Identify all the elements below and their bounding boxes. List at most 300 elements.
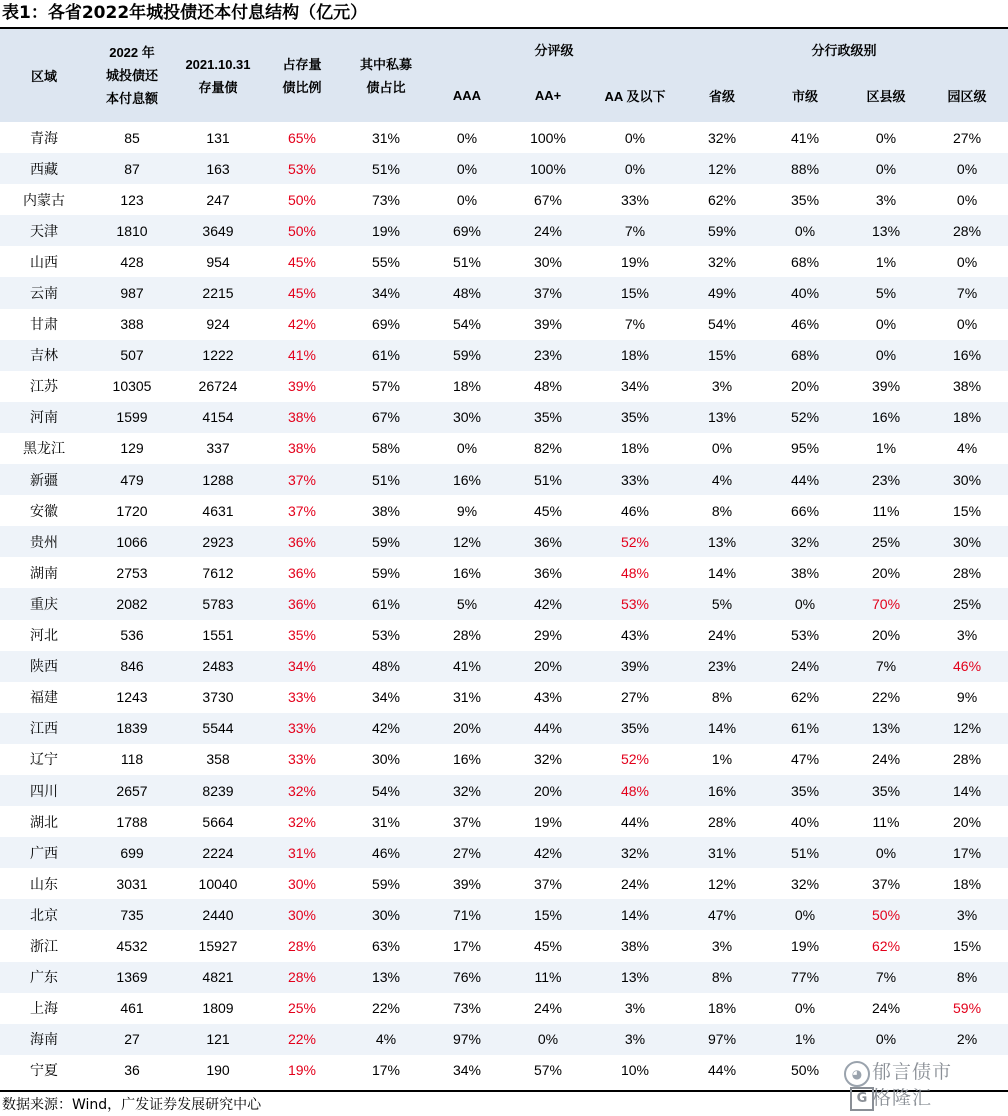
value-cell: 15% [680,340,764,371]
value-cell: 49% [680,277,764,308]
value-cell: 0% [680,433,764,464]
value-cell: 62% [764,682,846,713]
value-cell: 46% [764,309,846,340]
value-cell: 32% [680,122,764,153]
value-cell: 22% [344,993,428,1024]
value-cell: 1810 [88,215,176,246]
region-cell: 浙江 [0,930,88,961]
region-cell: 湖北 [0,806,88,837]
value-cell: 2% [926,1024,1008,1055]
value-cell: 24% [846,744,926,775]
value-cell: 50% [846,899,926,930]
value-cell: 48% [506,371,590,402]
value-cell: 121 [176,1024,260,1055]
value-cell: 16% [846,402,926,433]
value-cell: 33% [260,744,344,775]
value-cell: 1% [764,1024,846,1055]
value-cell: 41% [764,122,846,153]
value-cell: 39% [506,309,590,340]
value-cell: 25% [926,588,1008,619]
value-cell: 61% [764,713,846,744]
region-cell: 广东 [0,962,88,993]
table-row [0,153,1008,184]
value-cell: 55% [344,246,428,277]
region-cell: 辽宁 [0,744,88,775]
value-cell: 28% [428,620,506,651]
value-cell: 18% [590,433,680,464]
value-cell: 44% [590,806,680,837]
value-cell: 5783 [176,588,260,619]
value-cell: 50% [260,184,344,215]
value-cell: 35% [764,184,846,215]
value-cell: 25% [846,526,926,557]
value-cell: 27% [926,122,1008,153]
table-row [0,309,1008,340]
value-cell: 0% [590,153,680,184]
value-cell: 73% [428,993,506,1024]
value-cell: 31% [428,682,506,713]
value-cell: 30% [506,246,590,277]
table-row [0,557,1008,588]
value-cell: 479 [88,464,176,495]
value-cell: 67% [344,402,428,433]
region-cell: 江西 [0,713,88,744]
value-cell: 28% [680,806,764,837]
value-cell: 62% [846,930,926,961]
value-cell: 14% [680,713,764,744]
value-cell: 32% [764,526,846,557]
value-cell: 39% [590,651,680,682]
region-cell: 北京 [0,899,88,930]
value-cell: 15% [506,899,590,930]
value-cell: 2440 [176,899,260,930]
value-cell: 4154 [176,402,260,433]
value-cell: 82% [506,433,590,464]
value-cell: 68% [764,340,846,371]
value-cell: 47% [680,899,764,930]
value-cell: 17% [344,1055,428,1086]
value-cell: 32% [680,246,764,277]
table-row [0,464,1008,495]
value-cell: 36 [88,1055,176,1086]
value-cell: 36% [260,557,344,588]
value-cell: 59% [926,993,1008,1024]
value-cell: 16% [428,744,506,775]
value-cell: 34% [590,371,680,402]
value-cell: 123 [88,184,176,215]
value-cell: 48% [590,557,680,588]
table-row [0,1024,1008,1055]
value-cell: 51% [344,153,428,184]
value-cell: 13% [846,713,926,744]
value-cell: 33% [260,713,344,744]
value-cell: 50% [764,1055,846,1086]
value-cell: 54% [428,309,506,340]
value-cell: 35% [764,775,846,806]
value-cell: 30% [344,899,428,930]
value-cell: 36% [506,526,590,557]
gelonghui-icon: G [850,1087,874,1111]
value-cell: 100% [506,153,590,184]
value-cell: 1599 [88,402,176,433]
header-region: 区域 [0,29,88,122]
value-cell: 20% [846,557,926,588]
value-cell: 15% [926,495,1008,526]
value-cell: 0% [926,309,1008,340]
value-cell: 32% [764,868,846,899]
value-cell: 34% [260,651,344,682]
value-cell: 73% [344,184,428,215]
region-cell: 山东 [0,868,88,899]
value-cell: 163 [176,153,260,184]
value-cell: 2224 [176,837,260,868]
value-cell: 1720 [88,495,176,526]
table-row [0,651,1008,682]
value-cell: 48% [344,651,428,682]
table-row [0,277,1008,308]
value-cell: 32% [506,744,590,775]
value-cell: 15% [926,930,1008,961]
value-cell: 4% [926,433,1008,464]
value-cell: 13% [590,962,680,993]
value-cell: 37% [260,495,344,526]
value-cell: 1222 [176,340,260,371]
value-cell: 1% [846,433,926,464]
value-cell: 88% [764,153,846,184]
value-cell: 45% [260,277,344,308]
value-cell: 2483 [176,651,260,682]
value-cell: 0% [764,899,846,930]
value-cell: 32% [260,775,344,806]
value-cell: 42% [344,713,428,744]
region-cell: 湖南 [0,557,88,588]
value-cell: 1839 [88,713,176,744]
value-cell: 23% [680,651,764,682]
value-cell: 18% [680,993,764,1024]
value-cell: 37% [428,806,506,837]
value-cell: 53% [764,620,846,651]
value-cell: 337 [176,433,260,464]
watermark-line2: 格隆汇 [872,1087,933,1109]
value-cell: 1809 [176,993,260,1024]
value-cell: 16% [926,340,1008,371]
value-cell: 27% [428,837,506,868]
table-row [0,246,1008,277]
table-row [0,868,1008,899]
value-cell: 0% [926,184,1008,215]
value-cell: 54% [344,775,428,806]
value-cell: 53% [344,620,428,651]
value-cell: 36% [260,526,344,557]
value-cell: 76% [428,962,506,993]
value-cell: 23% [506,340,590,371]
value-cell: 987 [88,277,176,308]
value-cell: 39% [428,868,506,899]
table-body [0,122,1008,1086]
table-row [0,713,1008,744]
value-cell: 2657 [88,775,176,806]
table-row [0,371,1008,402]
header-ratio: 占存量 债比例 [260,29,344,122]
value-cell: 65% [260,122,344,153]
value-cell: 59% [344,557,428,588]
value-cell: 2082 [88,588,176,619]
value-cell: 97% [680,1024,764,1055]
table-title: 表1：各省2022年城投债还本付息结构（亿元） [2,3,368,23]
value-cell: 1788 [88,806,176,837]
value-cell: 48% [428,277,506,308]
value-cell: 39% [260,371,344,402]
value-cell: 507 [88,340,176,371]
value-cell: 4532 [88,930,176,961]
value-cell: 11% [846,806,926,837]
value-cell: 34% [344,682,428,713]
value-cell: 28% [926,215,1008,246]
table-row [0,744,1008,775]
value-cell: 20% [846,620,926,651]
value-cell: 13% [846,215,926,246]
value-cell: 8% [680,495,764,526]
value-cell: 17% [926,837,1008,868]
value-cell: 37% [506,868,590,899]
value-cell: 69% [344,309,428,340]
value-cell: 53% [260,153,344,184]
value-cell: 32% [428,775,506,806]
value-cell: 118 [88,744,176,775]
value-cell: 29% [506,620,590,651]
value-cell: 9% [428,495,506,526]
region-cell: 贵州 [0,526,88,557]
value-cell: 31% [680,837,764,868]
value-cell: 4% [344,1024,428,1055]
value-cell: 18% [590,340,680,371]
value-cell: 8% [926,962,1008,993]
value-cell: 14% [926,775,1008,806]
region-cell: 福建 [0,682,88,713]
value-cell: 30% [260,868,344,899]
value-cell: 24% [506,215,590,246]
region-cell: 江苏 [0,371,88,402]
watermark-line1: 郁言债市 [872,1057,952,1084]
value-cell: 358 [176,744,260,775]
header-private: 其中私募 债占比 [344,29,428,122]
region-cell: 吉林 [0,340,88,371]
region-cell: 海南 [0,1024,88,1055]
value-cell: 13% [680,402,764,433]
value-cell: 0% [846,122,926,153]
table-row [0,993,1008,1024]
value-cell: 3% [680,371,764,402]
value-cell: 33% [260,682,344,713]
region-cell: 西藏 [0,153,88,184]
value-cell: 2923 [176,526,260,557]
value-cell: 1369 [88,962,176,993]
value-cell: 24% [680,620,764,651]
value-cell: 38% [344,495,428,526]
value-cell: 77% [764,962,846,993]
table-row [0,806,1008,837]
region-cell: 上海 [0,993,88,1024]
bottom-rule [0,1090,1008,1092]
value-cell: 24% [506,993,590,1024]
value-cell: 129 [88,433,176,464]
region-cell: 陕西 [0,651,88,682]
value-cell: 3% [590,993,680,1024]
value-cell: 3% [846,184,926,215]
value-cell: 51% [764,837,846,868]
value-cell: 20% [926,806,1008,837]
value-cell: 1551 [176,620,260,651]
value-cell: 43% [506,682,590,713]
value-cell: 7% [846,962,926,993]
value-cell: 0% [846,340,926,371]
value-cell: 5% [846,277,926,308]
value-cell: 35% [846,775,926,806]
value-cell: 52% [590,744,680,775]
value-cell: 35% [506,402,590,433]
value-cell: 30% [260,899,344,930]
value-cell: 247 [176,184,260,215]
value-cell: 19% [344,215,428,246]
value-cell: 66% [764,495,846,526]
value-cell: 36% [260,588,344,619]
value-cell: 12% [680,868,764,899]
value-cell: 9% [926,682,1008,713]
value-cell: 38% [260,433,344,464]
value-cell: 28% [926,744,1008,775]
value-cell: 31% [260,837,344,868]
value-cell: 40% [764,277,846,308]
value-cell: 7% [590,215,680,246]
value-cell: 42% [506,588,590,619]
value-cell: 47% [764,744,846,775]
value-cell: 32% [590,837,680,868]
table-row [0,962,1008,993]
value-cell: 16% [680,775,764,806]
value-cell: 31% [344,806,428,837]
value-cell: 34% [344,277,428,308]
value-cell: 27% [590,682,680,713]
value-cell: 44% [764,464,846,495]
value-cell: 0% [846,1024,926,1055]
region-cell: 内蒙古 [0,184,88,215]
value-cell: 0% [926,246,1008,277]
value-cell: 5664 [176,806,260,837]
region-cell: 新疆 [0,464,88,495]
value-cell: 35% [260,620,344,651]
value-cell: 31% [344,122,428,153]
value-cell: 20% [428,713,506,744]
value-cell: 36% [506,557,590,588]
value-cell: 0% [846,309,926,340]
region-cell: 黑龙江 [0,433,88,464]
value-cell: 13% [680,526,764,557]
table-row [0,775,1008,806]
value-cell: 20% [506,775,590,806]
value-cell: 0% [846,837,926,868]
value-cell: 45% [506,495,590,526]
value-cell: 48% [590,775,680,806]
value-cell: 44% [506,713,590,744]
region-cell: 云南 [0,277,88,308]
value-cell: 46% [590,495,680,526]
value-cell: 39% [846,371,926,402]
table-row [0,526,1008,557]
value-cell: 0% [764,993,846,1024]
region-cell: 重庆 [0,588,88,619]
value-cell: 190 [176,1055,260,1086]
value-cell: 54% [680,309,764,340]
value-cell: 53% [590,588,680,619]
value-cell: 954 [176,246,260,277]
value-cell: 51% [506,464,590,495]
value-cell: 16% [428,557,506,588]
value-cell: 428 [88,246,176,277]
value-cell: 38% [764,557,846,588]
value-cell: 26724 [176,371,260,402]
value-cell: 1% [680,744,764,775]
value-cell: 536 [88,620,176,651]
value-cell: 8239 [176,775,260,806]
value-cell: 51% [344,464,428,495]
value-cell: 18% [926,402,1008,433]
bond-structure-table [0,29,1008,1086]
value-cell: 67% [506,184,590,215]
value-cell: 30% [926,526,1008,557]
value-cell: 924 [176,309,260,340]
value-cell: 2215 [176,277,260,308]
value-cell: 24% [846,993,926,1024]
table-row [0,402,1008,433]
value-cell: 45% [260,246,344,277]
value-cell: 33% [590,464,680,495]
value-cell: 5% [428,588,506,619]
value-cell: 13% [344,962,428,993]
region-cell: 安徽 [0,495,88,526]
value-cell: 1066 [88,526,176,557]
value-cell: 7% [846,651,926,682]
value-cell: 68% [764,246,846,277]
value-cell: 4631 [176,495,260,526]
value-cell: 28% [260,930,344,961]
value-cell: 0% [764,215,846,246]
value-cell: 44% [680,1055,764,1086]
value-cell: 37% [260,464,344,495]
value-cell: 5544 [176,713,260,744]
value-cell: 3% [926,620,1008,651]
table-row [0,122,1008,153]
value-cell: 61% [344,588,428,619]
value-cell: 16% [428,464,506,495]
value-cell: 69% [428,215,506,246]
value-cell: 0% [428,122,506,153]
region-cell: 河南 [0,402,88,433]
value-cell: 3% [926,899,1008,930]
value-cell: 14% [590,899,680,930]
value-cell: 461 [88,993,176,1024]
value-cell: 30% [926,464,1008,495]
value-cell: 100% [506,122,590,153]
table-row [0,184,1008,215]
region-cell: 四川 [0,775,88,806]
value-cell: 12% [428,526,506,557]
value-cell: 12% [926,713,1008,744]
value-cell: 10040 [176,868,260,899]
value-cell: 46% [926,651,1008,682]
value-cell: 24% [590,868,680,899]
value-cell: 35% [590,713,680,744]
value-cell: 28% [926,557,1008,588]
